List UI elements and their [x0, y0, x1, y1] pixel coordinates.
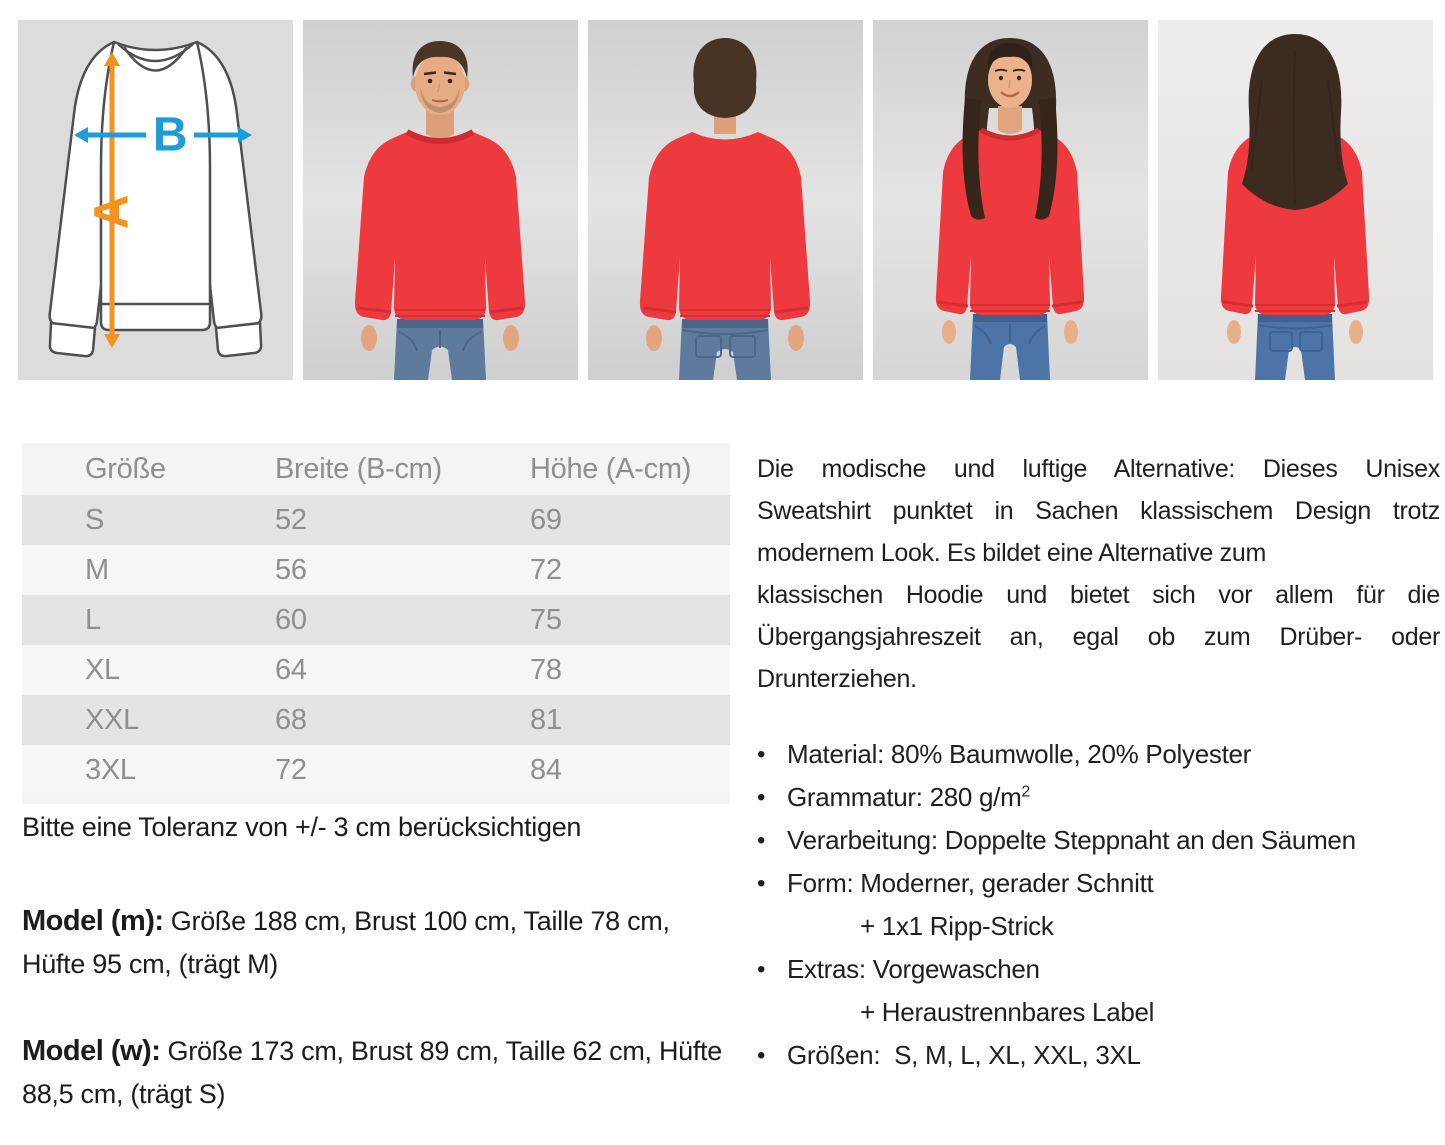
- model-w-label: Model (w):: [22, 1035, 161, 1067]
- description-line: modernem Look. Es bildet eine Alternative zum: [757, 539, 1266, 567]
- feature-item-material: [757, 733, 1440, 776]
- sweatshirt: [936, 130, 1084, 315]
- man-back-illustration: [588, 20, 863, 380]
- description-line: Drunterziehen.: [757, 665, 917, 693]
- photo-man-back: [588, 20, 863, 380]
- description-line: Die modische und luftige Alternative: Dieses Unisex: [757, 455, 1440, 483]
- description-line: Sweatshirt punktet in Sachen klassischem Design trotz: [757, 497, 1440, 525]
- feature-item-grammatur: [757, 776, 1440, 819]
- height-value: 75: [530, 603, 562, 636]
- table-row: [22, 695, 730, 745]
- width-value: 72: [275, 753, 307, 786]
- bullet-icon: •: [757, 956, 766, 983]
- size-table-footer-strip: [22, 795, 730, 804]
- width-value: 68: [275, 703, 307, 736]
- feature-subline-label: + Heraustrennbares Label: [860, 997, 1155, 1027]
- tolerance-note: Bitte eine Toleranz von +/- 3 cm berücksichtigen: [22, 812, 582, 842]
- sweatshirt-outline: [50, 42, 262, 356]
- table-row: [22, 495, 730, 545]
- description-line: Übergangsjahreszeit an, egal ob zum Drüber- oder: [757, 623, 1440, 651]
- right-hand: [788, 325, 804, 351]
- bullet-icon: •: [757, 1042, 766, 1069]
- woman-front-illustration: [873, 20, 1148, 380]
- size-value: 3XL: [85, 753, 136, 786]
- left-hand: [646, 325, 662, 351]
- header-groesse: Größe: [85, 452, 166, 485]
- woman-back-illustration: [1158, 20, 1433, 380]
- left-hand: [942, 320, 956, 344]
- height-value: 69: [530, 503, 562, 536]
- feature-item-form: [757, 862, 1440, 905]
- description-line: klassischen Hoodie und bietet sich vor allem für die: [757, 581, 1440, 609]
- model-w-info: [22, 1030, 722, 1116]
- right-hand: [503, 325, 519, 351]
- header-breite: Breite (B-cm): [275, 452, 442, 485]
- photo-woman-front: [873, 20, 1148, 380]
- photo-woman-back: [1158, 20, 1433, 380]
- width-value: 64: [275, 653, 307, 686]
- grammatur-superscript: 2: [1021, 783, 1030, 801]
- sweatshirt: [355, 132, 525, 320]
- size-value: M: [85, 553, 109, 586]
- size-value: L: [85, 603, 101, 636]
- table-row: [22, 595, 730, 645]
- height-value: 72: [530, 553, 562, 586]
- man-front-illustration: [303, 20, 578, 380]
- label-b: B: [152, 108, 188, 162]
- feature-text: Material: 80% Baumwolle, 20% Polyester: [787, 739, 1252, 769]
- table-row: [22, 545, 730, 595]
- woman-back-hair: [1242, 34, 1348, 210]
- bullet-icon: •: [757, 870, 766, 897]
- feature-text: Extras: Vorgewaschen: [787, 954, 1040, 984]
- width-value: 60: [275, 603, 307, 636]
- model-m-label: Model (m):: [22, 905, 164, 937]
- size-table: [22, 443, 730, 804]
- size-diagram-image: [18, 20, 293, 380]
- table-row: [22, 745, 730, 795]
- table-row: [22, 645, 730, 695]
- model-w-text: Größe 173 cm, Brust 89 cm, Taille 62 cm, Hüfte 88,5 cm, (trägt S): [22, 1036, 722, 1109]
- width-value: 56: [275, 553, 307, 586]
- right-hand: [1349, 320, 1363, 344]
- man-back-hair: [693, 38, 756, 118]
- size-diagram-tile: [18, 20, 293, 380]
- bullet-icon: •: [757, 741, 766, 768]
- size-value: XXL: [85, 703, 139, 736]
- product-image-row: [18, 20, 1433, 380]
- photo-man-front: [303, 20, 578, 380]
- size-value: S: [85, 503, 105, 536]
- feature-item-groessen: [757, 1034, 1440, 1077]
- model-m-info: [22, 900, 722, 986]
- feature-text: Form: Moderner, gerader Schnitt: [787, 868, 1154, 898]
- feature-item-extras: [757, 948, 1440, 991]
- neck: [998, 106, 1022, 134]
- feature-subline-ripp-strick: + 1x1 Ripp-Strick: [860, 911, 1054, 941]
- bullet-icon: •: [757, 827, 766, 854]
- width-value: 52: [275, 503, 307, 536]
- sweatshirt-back: [640, 132, 810, 320]
- left-hand: [361, 325, 377, 351]
- grammatur-value: Grammatur: 280 g/m: [787, 782, 1022, 812]
- feature-text: Verarbeitung: Doppelte Steppnaht an den Säumen: [787, 825, 1356, 855]
- feature-list: [757, 733, 1440, 1077]
- left-hand: [1227, 320, 1241, 344]
- label-a: A: [85, 194, 139, 230]
- product-description: [757, 448, 1440, 700]
- feature-item-verarbeitung: [757, 819, 1440, 862]
- header-hoehe: Höhe (A-cm): [530, 452, 692, 485]
- woman-head: [988, 43, 1033, 108]
- height-value: 81: [530, 703, 562, 736]
- size-value: XL: [85, 653, 120, 686]
- feature-text: [787, 776, 1440, 819]
- model-m-text: Größe 188 cm, Brust 100 cm, Taille 78 cm, Hüfte 95 cm, (trägt M): [22, 906, 670, 979]
- height-value: 78: [530, 653, 562, 686]
- size-table-header-row: [22, 443, 730, 495]
- bullet-icon: •: [757, 784, 766, 811]
- right-hand: [1064, 320, 1078, 344]
- height-value: 84: [530, 753, 562, 786]
- feature-text: Größen: S, M, L, XL, XXL, 3XL: [787, 1040, 1141, 1070]
